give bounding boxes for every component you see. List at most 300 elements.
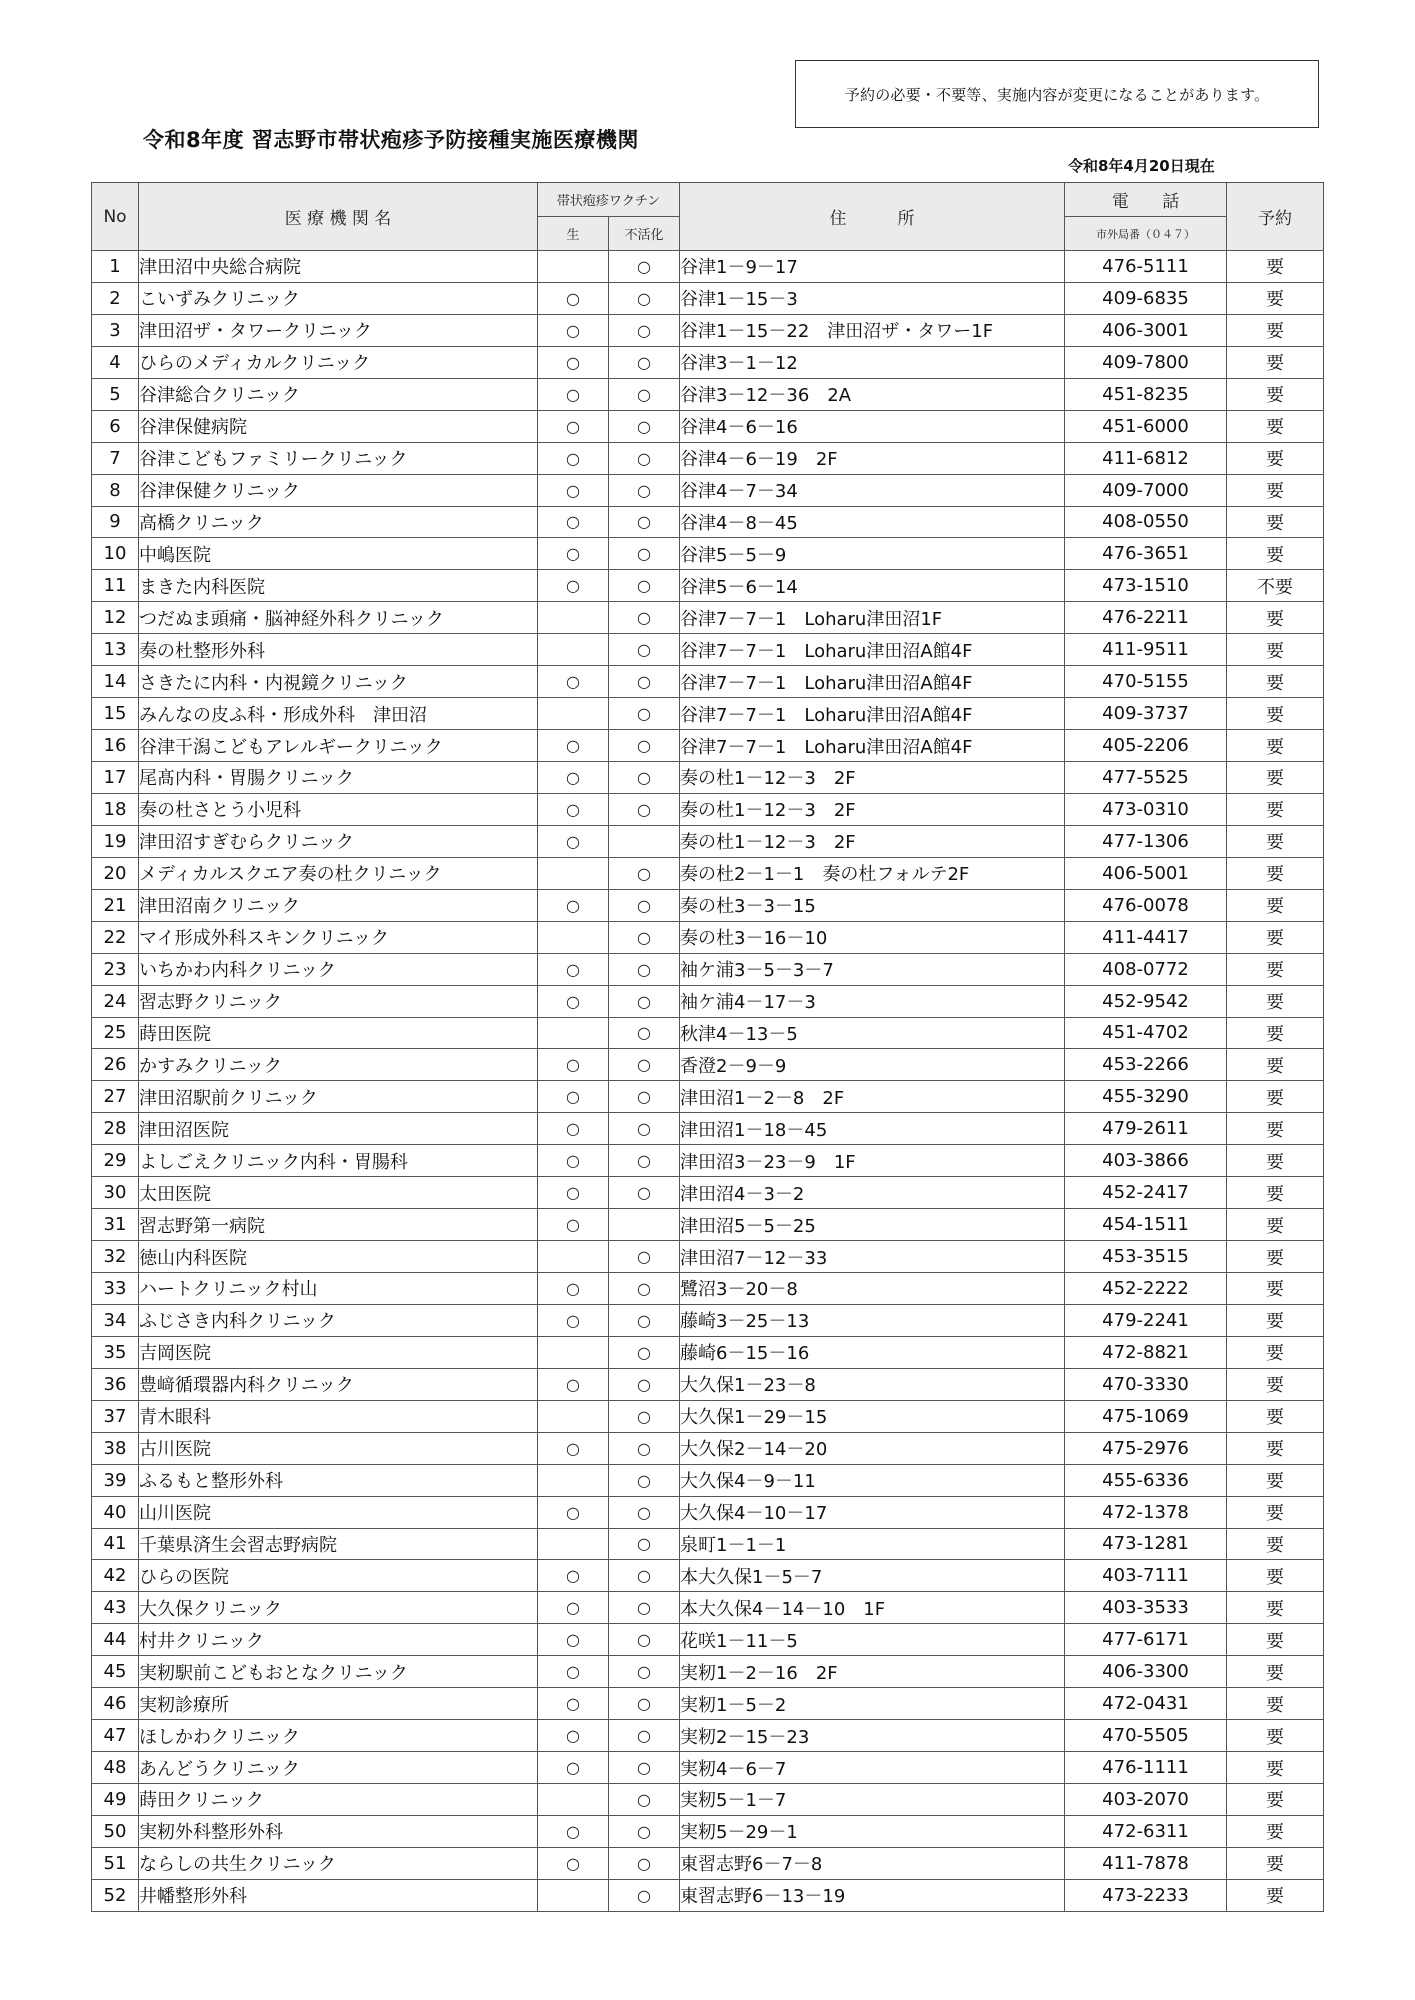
- clinic-address: 谷津7－7－1 Loharu津田沼A館4F: [680, 634, 1065, 666]
- table-row: [92, 282, 1324, 314]
- clinic-address: 香澄2－9－9: [680, 1049, 1065, 1081]
- reservation-required: 要: [1227, 1336, 1324, 1368]
- inactivated-vaccine-mark: ○: [609, 1177, 680, 1209]
- table-row: [92, 921, 1324, 953]
- row-number: 40: [92, 1496, 139, 1528]
- clinic-phone: 411-4417: [1065, 921, 1227, 953]
- header-inactivated: 不活化: [609, 217, 680, 251]
- table-row: [92, 1432, 1324, 1464]
- reservation-required: 要: [1227, 506, 1324, 538]
- clinic-name: かすみクリニック: [139, 1049, 538, 1081]
- row-number: 9: [92, 506, 139, 538]
- table-row: [92, 1017, 1324, 1049]
- live-vaccine-mark: ○: [538, 1815, 609, 1847]
- clinic-name: あんどうクリニック: [139, 1752, 538, 1784]
- clinic-phone: 476-2211: [1065, 602, 1227, 634]
- clinic-address: 袖ケ浦3－5－3－7: [680, 953, 1065, 985]
- live-vaccine-mark: ○: [538, 314, 609, 346]
- inactivated-vaccine-mark: ○: [609, 921, 680, 953]
- live-vaccine-mark: [538, 1879, 609, 1911]
- row-number: 18: [92, 793, 139, 825]
- live-vaccine-mark: ○: [538, 346, 609, 378]
- row-number: 6: [92, 410, 139, 442]
- clinic-address: 津田沼4－3－2: [680, 1177, 1065, 1209]
- table-row: [92, 1879, 1324, 1911]
- clinic-address: 谷津1－15－3: [680, 282, 1065, 314]
- inactivated-vaccine-mark: ○: [609, 314, 680, 346]
- clinic-phone: 476-0078: [1065, 889, 1227, 921]
- row-number: 21: [92, 889, 139, 921]
- live-vaccine-mark: ○: [538, 1847, 609, 1879]
- clinic-name: 千葉県済生会習志野病院: [139, 1528, 538, 1560]
- clinic-phone: 473-2233: [1065, 1879, 1227, 1911]
- clinic-address: 谷津7－7－1 Loharu津田沼A館4F: [680, 730, 1065, 762]
- reservation-required: 要: [1227, 1177, 1324, 1209]
- table-row: [92, 538, 1324, 570]
- live-vaccine-mark: ○: [538, 1656, 609, 1688]
- row-number: 44: [92, 1624, 139, 1656]
- live-vaccine-mark: ○: [538, 442, 609, 474]
- clinic-phone: 453-3515: [1065, 1241, 1227, 1273]
- reservation-required: 要: [1227, 889, 1324, 921]
- row-number: 37: [92, 1400, 139, 1432]
- clinic-address: 鷺沼3－20－8: [680, 1273, 1065, 1305]
- reservation-required: 要: [1227, 1624, 1324, 1656]
- clinic-address: 本大久保4－14－10 1F: [680, 1592, 1065, 1624]
- clinic-phone: 475-2976: [1065, 1432, 1227, 1464]
- clinic-phone: 411-7878: [1065, 1847, 1227, 1879]
- live-vaccine-mark: [538, 1241, 609, 1273]
- inactivated-vaccine-mark: ○: [609, 346, 680, 378]
- clinic-address: 秋津4－13－5: [680, 1017, 1065, 1049]
- inactivated-vaccine-mark: ○: [609, 730, 680, 762]
- clinic-name: 津田沼駅前クリニック: [139, 1081, 538, 1113]
- live-vaccine-mark: ○: [538, 953, 609, 985]
- table-row: [92, 1113, 1324, 1145]
- table-row: [92, 1752, 1324, 1784]
- inactivated-vaccine-mark: ○: [609, 857, 680, 889]
- reservation-required: 要: [1227, 442, 1324, 474]
- live-vaccine-mark: ○: [538, 282, 609, 314]
- live-vaccine-mark: ○: [538, 410, 609, 442]
- row-number: 39: [92, 1464, 139, 1496]
- table-row: [92, 1273, 1324, 1305]
- clinic-name: 青木眼科: [139, 1400, 538, 1432]
- clinic-address: 東習志野6－13－19: [680, 1879, 1065, 1911]
- inactivated-vaccine-mark: ○: [609, 538, 680, 570]
- reservation-required: 要: [1227, 825, 1324, 857]
- table-row: [92, 762, 1324, 794]
- reservation-required: 要: [1227, 762, 1324, 794]
- live-vaccine-mark: ○: [538, 1113, 609, 1145]
- reservation-required: 要: [1227, 282, 1324, 314]
- clinic-name: 大久保クリニック: [139, 1592, 538, 1624]
- clinic-address: 谷津4－8－45: [680, 506, 1065, 538]
- table-row: [92, 793, 1324, 825]
- page-title: 令和8年度 習志野市帯状疱疹予防接種実施医療機関: [143, 128, 639, 152]
- inactivated-vaccine-mark: ○: [609, 889, 680, 921]
- inactivated-vaccine-mark: ○: [609, 1368, 680, 1400]
- reservation-required: 要: [1227, 1113, 1324, 1145]
- reservation-required: 要: [1227, 1273, 1324, 1305]
- inactivated-vaccine-mark: ○: [609, 953, 680, 985]
- inactivated-vaccine-mark: ○: [609, 282, 680, 314]
- table-row: [92, 1784, 1324, 1816]
- clinic-name: 中嶋医院: [139, 538, 538, 570]
- live-vaccine-mark: [538, 251, 609, 283]
- clinic-phone: 475-1069: [1065, 1400, 1227, 1432]
- live-vaccine-mark: ○: [538, 1177, 609, 1209]
- table-row: [92, 1528, 1324, 1560]
- inactivated-vaccine-mark: ○: [609, 410, 680, 442]
- inactivated-vaccine-mark: [609, 825, 680, 857]
- table-row: [92, 1496, 1324, 1528]
- clinic-name: マイ形成外科スキンクリニック: [139, 921, 538, 953]
- reservation-required: 要: [1227, 634, 1324, 666]
- table-row: [92, 378, 1324, 410]
- table-row: [92, 1592, 1324, 1624]
- inactivated-vaccine-mark: ○: [609, 1049, 680, 1081]
- clinic-address: 実籾1－2－16 2F: [680, 1656, 1065, 1688]
- reservation-required: 要: [1227, 1496, 1324, 1528]
- clinic-phone: 473-1281: [1065, 1528, 1227, 1560]
- clinic-phone: 454-1511: [1065, 1209, 1227, 1241]
- clinic-name: 奏の杜整形外科: [139, 634, 538, 666]
- clinic-address: 奏の杜3－16－10: [680, 921, 1065, 953]
- header-phone-area-code: 市外局番（０４７）: [1065, 217, 1227, 251]
- live-vaccine-mark: ○: [538, 1592, 609, 1624]
- row-number: 27: [92, 1081, 139, 1113]
- clinic-phone: 409-3737: [1065, 698, 1227, 730]
- clinic-phone: 476-3651: [1065, 538, 1227, 570]
- clinic-address: 谷津1－9－17: [680, 251, 1065, 283]
- clinic-name: 蒔田医院: [139, 1017, 538, 1049]
- reservation-required: 要: [1227, 921, 1324, 953]
- inactivated-vaccine-mark: ○: [609, 378, 680, 410]
- clinic-name: 徳山内科医院: [139, 1241, 538, 1273]
- table-row: [92, 1847, 1324, 1879]
- inactivated-vaccine-mark: ○: [609, 1560, 680, 1592]
- clinic-phone: 403-7111: [1065, 1560, 1227, 1592]
- table-row: [92, 474, 1324, 506]
- clinic-address: 谷津7－7－1 Loharu津田沼A館4F: [680, 698, 1065, 730]
- clinic-name: 井幡整形外科: [139, 1879, 538, 1911]
- reservation-required: 要: [1227, 378, 1324, 410]
- reservation-required: 要: [1227, 1464, 1324, 1496]
- table-row: [92, 857, 1324, 889]
- clinic-phone: 453-2266: [1065, 1049, 1227, 1081]
- inactivated-vaccine-mark: ○: [609, 698, 680, 730]
- clinic-name: 谷津保健病院: [139, 410, 538, 442]
- table-row: [92, 1815, 1324, 1847]
- clinic-name: 太田医院: [139, 1177, 538, 1209]
- clinic-name: ふるもと整形外科: [139, 1464, 538, 1496]
- row-number: 17: [92, 762, 139, 794]
- inactivated-vaccine-mark: ○: [609, 1081, 680, 1113]
- row-number: 14: [92, 666, 139, 698]
- clinic-name: ひらの医院: [139, 1560, 538, 1592]
- reservation-required: 要: [1227, 1720, 1324, 1752]
- reservation-required: 要: [1227, 1304, 1324, 1336]
- inactivated-vaccine-mark: ○: [609, 1464, 680, 1496]
- notice-box: [795, 60, 1319, 128]
- reservation-required: 要: [1227, 1209, 1324, 1241]
- inactivated-vaccine-mark: ○: [609, 442, 680, 474]
- reservation-required: 要: [1227, 410, 1324, 442]
- reservation-required: 要: [1227, 1368, 1324, 1400]
- reservation-required: 要: [1227, 1847, 1324, 1879]
- inactivated-vaccine-mark: ○: [609, 570, 680, 602]
- inactivated-vaccine-mark: ○: [609, 1784, 680, 1816]
- reservation-required: 要: [1227, 1656, 1324, 1688]
- table-row: [92, 570, 1324, 602]
- clinic-address: 奏の杜1－12－3 2F: [680, 762, 1065, 794]
- clinic-address: 谷津4－6－16: [680, 410, 1065, 442]
- clinic-address: 花咲1－11－5: [680, 1624, 1065, 1656]
- row-number: 38: [92, 1432, 139, 1464]
- clinic-name: 実籾駅前こどもおとなクリニック: [139, 1656, 538, 1688]
- reservation-required: 要: [1227, 1560, 1324, 1592]
- header-live: 生: [538, 217, 609, 251]
- live-vaccine-mark: ○: [538, 538, 609, 570]
- clinic-address: 実籾2－15－23: [680, 1720, 1065, 1752]
- table-header: [92, 183, 1324, 251]
- reservation-required: 要: [1227, 953, 1324, 985]
- as-of-date: 令和8年4月20日現在: [1068, 157, 1215, 175]
- row-number: 48: [92, 1752, 139, 1784]
- live-vaccine-mark: [538, 1528, 609, 1560]
- inactivated-vaccine-mark: ○: [609, 1815, 680, 1847]
- inactivated-vaccine-mark: ○: [609, 1879, 680, 1911]
- inactivated-vaccine-mark: ○: [609, 602, 680, 634]
- inactivated-vaccine-mark: ○: [609, 1656, 680, 1688]
- live-vaccine-mark: [538, 698, 609, 730]
- table-row: [92, 1049, 1324, 1081]
- table-row: [92, 730, 1324, 762]
- reservation-required: 要: [1227, 1081, 1324, 1113]
- row-number: 30: [92, 1177, 139, 1209]
- clinic-name: よしごえクリニック内科・胃腸科: [139, 1145, 538, 1177]
- table-row: [92, 985, 1324, 1017]
- clinic-name: 高橋クリニック: [139, 506, 538, 538]
- inactivated-vaccine-mark: ○: [609, 1592, 680, 1624]
- clinic-phone: 451-4702: [1065, 1017, 1227, 1049]
- inactivated-vaccine-mark: ○: [609, 1273, 680, 1305]
- clinic-phone: 472-1378: [1065, 1496, 1227, 1528]
- table-row: [92, 1368, 1324, 1400]
- clinic-phone: 452-9542: [1065, 985, 1227, 1017]
- header-address: 住 所: [680, 183, 1065, 251]
- live-vaccine-mark: ○: [538, 570, 609, 602]
- row-number: 35: [92, 1336, 139, 1368]
- row-number: 24: [92, 985, 139, 1017]
- inactivated-vaccine-mark: ○: [609, 1720, 680, 1752]
- reservation-required: 要: [1227, 1784, 1324, 1816]
- inactivated-vaccine-mark: ○: [609, 1017, 680, 1049]
- reservation-required: 要: [1227, 1815, 1324, 1847]
- inactivated-vaccine-mark: ○: [609, 1688, 680, 1720]
- row-number: 43: [92, 1592, 139, 1624]
- table-row: [92, 314, 1324, 346]
- table-row: [92, 442, 1324, 474]
- table-row: [92, 1209, 1324, 1241]
- clinic-name: 吉岡医院: [139, 1336, 538, 1368]
- row-number: 50: [92, 1815, 139, 1847]
- inactivated-vaccine-mark: ○: [609, 985, 680, 1017]
- clinic-phone: 409-7800: [1065, 346, 1227, 378]
- notice-text: 予約の必要・不要等、実施内容が変更になることがあります。: [844, 85, 1270, 104]
- clinic-phone: 477-1306: [1065, 825, 1227, 857]
- row-number: 41: [92, 1528, 139, 1560]
- row-number: 15: [92, 698, 139, 730]
- row-number: 20: [92, 857, 139, 889]
- clinic-name: 習志野クリニック: [139, 985, 538, 1017]
- live-vaccine-mark: [538, 1336, 609, 1368]
- inactivated-vaccine-mark: ○: [609, 1113, 680, 1145]
- clinic-name: 奏の杜さとう小児科: [139, 793, 538, 825]
- inactivated-vaccine-mark: ○: [609, 1847, 680, 1879]
- live-vaccine-mark: ○: [538, 1145, 609, 1177]
- clinic-address: 谷津7－7－1 Loharu津田沼A館4F: [680, 666, 1065, 698]
- row-number: 49: [92, 1784, 139, 1816]
- clinic-address: 大久保4－10－17: [680, 1496, 1065, 1528]
- clinic-name: 古川医院: [139, 1432, 538, 1464]
- inactivated-vaccine-mark: ○: [609, 1400, 680, 1432]
- live-vaccine-mark: ○: [538, 1273, 609, 1305]
- live-vaccine-mark: ○: [538, 825, 609, 857]
- live-vaccine-mark: ○: [538, 1049, 609, 1081]
- clinic-address: 津田沼3－23－9 1F: [680, 1145, 1065, 1177]
- live-vaccine-mark: ○: [538, 506, 609, 538]
- reservation-required: 要: [1227, 251, 1324, 283]
- row-number: 13: [92, 634, 139, 666]
- clinic-address: 谷津5－5－9: [680, 538, 1065, 570]
- clinic-address: 東習志野6－7－8: [680, 1847, 1065, 1879]
- table-row: [92, 506, 1324, 538]
- live-vaccine-mark: [538, 857, 609, 889]
- clinic-phone: 479-2611: [1065, 1113, 1227, 1145]
- reservation-required: 要: [1227, 730, 1324, 762]
- row-number: 3: [92, 314, 139, 346]
- clinic-name: さきたに内科・内視鏡クリニック: [139, 666, 538, 698]
- row-number: 31: [92, 1209, 139, 1241]
- clinic-name: 村井クリニック: [139, 1624, 538, 1656]
- header-vaccine: 帯状疱疹ワクチン: [538, 183, 680, 217]
- row-number: 10: [92, 538, 139, 570]
- clinic-phone: 470-5155: [1065, 666, 1227, 698]
- clinic-address: 奏の杜1－12－3 2F: [680, 793, 1065, 825]
- clinic-address: 津田沼1－2－8 2F: [680, 1081, 1065, 1113]
- inactivated-vaccine-mark: ○: [609, 474, 680, 506]
- reservation-required: 要: [1227, 314, 1324, 346]
- clinic-name: 蒔田クリニック: [139, 1784, 538, 1816]
- clinic-phone: 476-5111: [1065, 251, 1227, 283]
- clinic-address: 実籾5－1－7: [680, 1784, 1065, 1816]
- reservation-required: 要: [1227, 538, 1324, 570]
- row-number: 4: [92, 346, 139, 378]
- inactivated-vaccine-mark: ○: [609, 1496, 680, 1528]
- live-vaccine-mark: [538, 921, 609, 953]
- table-row: [92, 1241, 1324, 1273]
- row-number: 1: [92, 251, 139, 283]
- live-vaccine-mark: ○: [538, 1496, 609, 1528]
- clinic-name: 津田沼中央総合病院: [139, 251, 538, 283]
- clinic-address: 津田沼5－5－25: [680, 1209, 1065, 1241]
- clinic-phone: 403-3866: [1065, 1145, 1227, 1177]
- row-number: 26: [92, 1049, 139, 1081]
- live-vaccine-mark: ○: [538, 762, 609, 794]
- row-number: 33: [92, 1273, 139, 1305]
- live-vaccine-mark: ○: [538, 1624, 609, 1656]
- reservation-required: 要: [1227, 1145, 1324, 1177]
- live-vaccine-mark: ○: [538, 1304, 609, 1336]
- live-vaccine-mark: ○: [538, 378, 609, 410]
- live-vaccine-mark: [538, 1464, 609, 1496]
- clinic-name: ひらのメディカルクリニック: [139, 346, 538, 378]
- clinic-address: 津田沼7－12－33: [680, 1241, 1065, 1273]
- clinic-address: 本大久保1－5－7: [680, 1560, 1065, 1592]
- clinic-phone: 479-2241: [1065, 1304, 1227, 1336]
- inactivated-vaccine-mark: ○: [609, 1336, 680, 1368]
- row-number: 2: [92, 282, 139, 314]
- inactivated-vaccine-mark: ○: [609, 1241, 680, 1273]
- table-row: [92, 825, 1324, 857]
- clinic-address: 実籾1－5－2: [680, 1688, 1065, 1720]
- clinic-phone: 455-6336: [1065, 1464, 1227, 1496]
- clinic-address: 奏の杜2－1－1 奏の杜フォルテ2F: [680, 857, 1065, 889]
- clinic-name: まきた内科医院: [139, 570, 538, 602]
- clinic-name: いちかわ内科クリニック: [139, 953, 538, 985]
- row-number: 16: [92, 730, 139, 762]
- inactivated-vaccine-mark: ○: [609, 1624, 680, 1656]
- clinic-phone: 403-3533: [1065, 1592, 1227, 1624]
- live-vaccine-mark: [538, 1784, 609, 1816]
- reservation-required: 要: [1227, 346, 1324, 378]
- reservation-required: 要: [1227, 1592, 1324, 1624]
- inactivated-vaccine-mark: ○: [609, 251, 680, 283]
- row-number: 34: [92, 1304, 139, 1336]
- clinic-address: 谷津5－6－14: [680, 570, 1065, 602]
- clinic-phone: 403-2070: [1065, 1784, 1227, 1816]
- clinic-name: 谷津保健クリニック: [139, 474, 538, 506]
- inactivated-vaccine-mark: ○: [609, 1752, 680, 1784]
- clinic-phone: 472-8821: [1065, 1336, 1227, 1368]
- clinic-address: 実籾5－29－1: [680, 1815, 1065, 1847]
- clinic-address: 津田沼1－18－45: [680, 1113, 1065, 1145]
- inactivated-vaccine-mark: ○: [609, 506, 680, 538]
- clinic-address: 実籾4－6－7: [680, 1752, 1065, 1784]
- reservation-required: 要: [1227, 793, 1324, 825]
- row-number: 23: [92, 953, 139, 985]
- clinic-address: 奏の杜1－12－3 2F: [680, 825, 1065, 857]
- table-row: [92, 602, 1324, 634]
- reservation-required: 要: [1227, 1017, 1324, 1049]
- clinic-phone: 477-5525: [1065, 762, 1227, 794]
- inactivated-vaccine-mark: ○: [609, 1528, 680, 1560]
- live-vaccine-mark: ○: [538, 985, 609, 1017]
- clinic-address: 谷津3－1－12: [680, 346, 1065, 378]
- live-vaccine-mark: ○: [538, 889, 609, 921]
- table-row: [92, 953, 1324, 985]
- clinic-phone: 405-2206: [1065, 730, 1227, 762]
- clinic-address: 谷津3－12－36 2A: [680, 378, 1065, 410]
- clinic-phone: 477-6171: [1065, 1624, 1227, 1656]
- clinic-address: 大久保2－14－20: [680, 1432, 1065, 1464]
- live-vaccine-mark: ○: [538, 1368, 609, 1400]
- clinic-address: 大久保4－9－11: [680, 1464, 1065, 1496]
- clinic-address: 谷津4－6－19 2F: [680, 442, 1065, 474]
- clinic-phone: 406-5001: [1065, 857, 1227, 889]
